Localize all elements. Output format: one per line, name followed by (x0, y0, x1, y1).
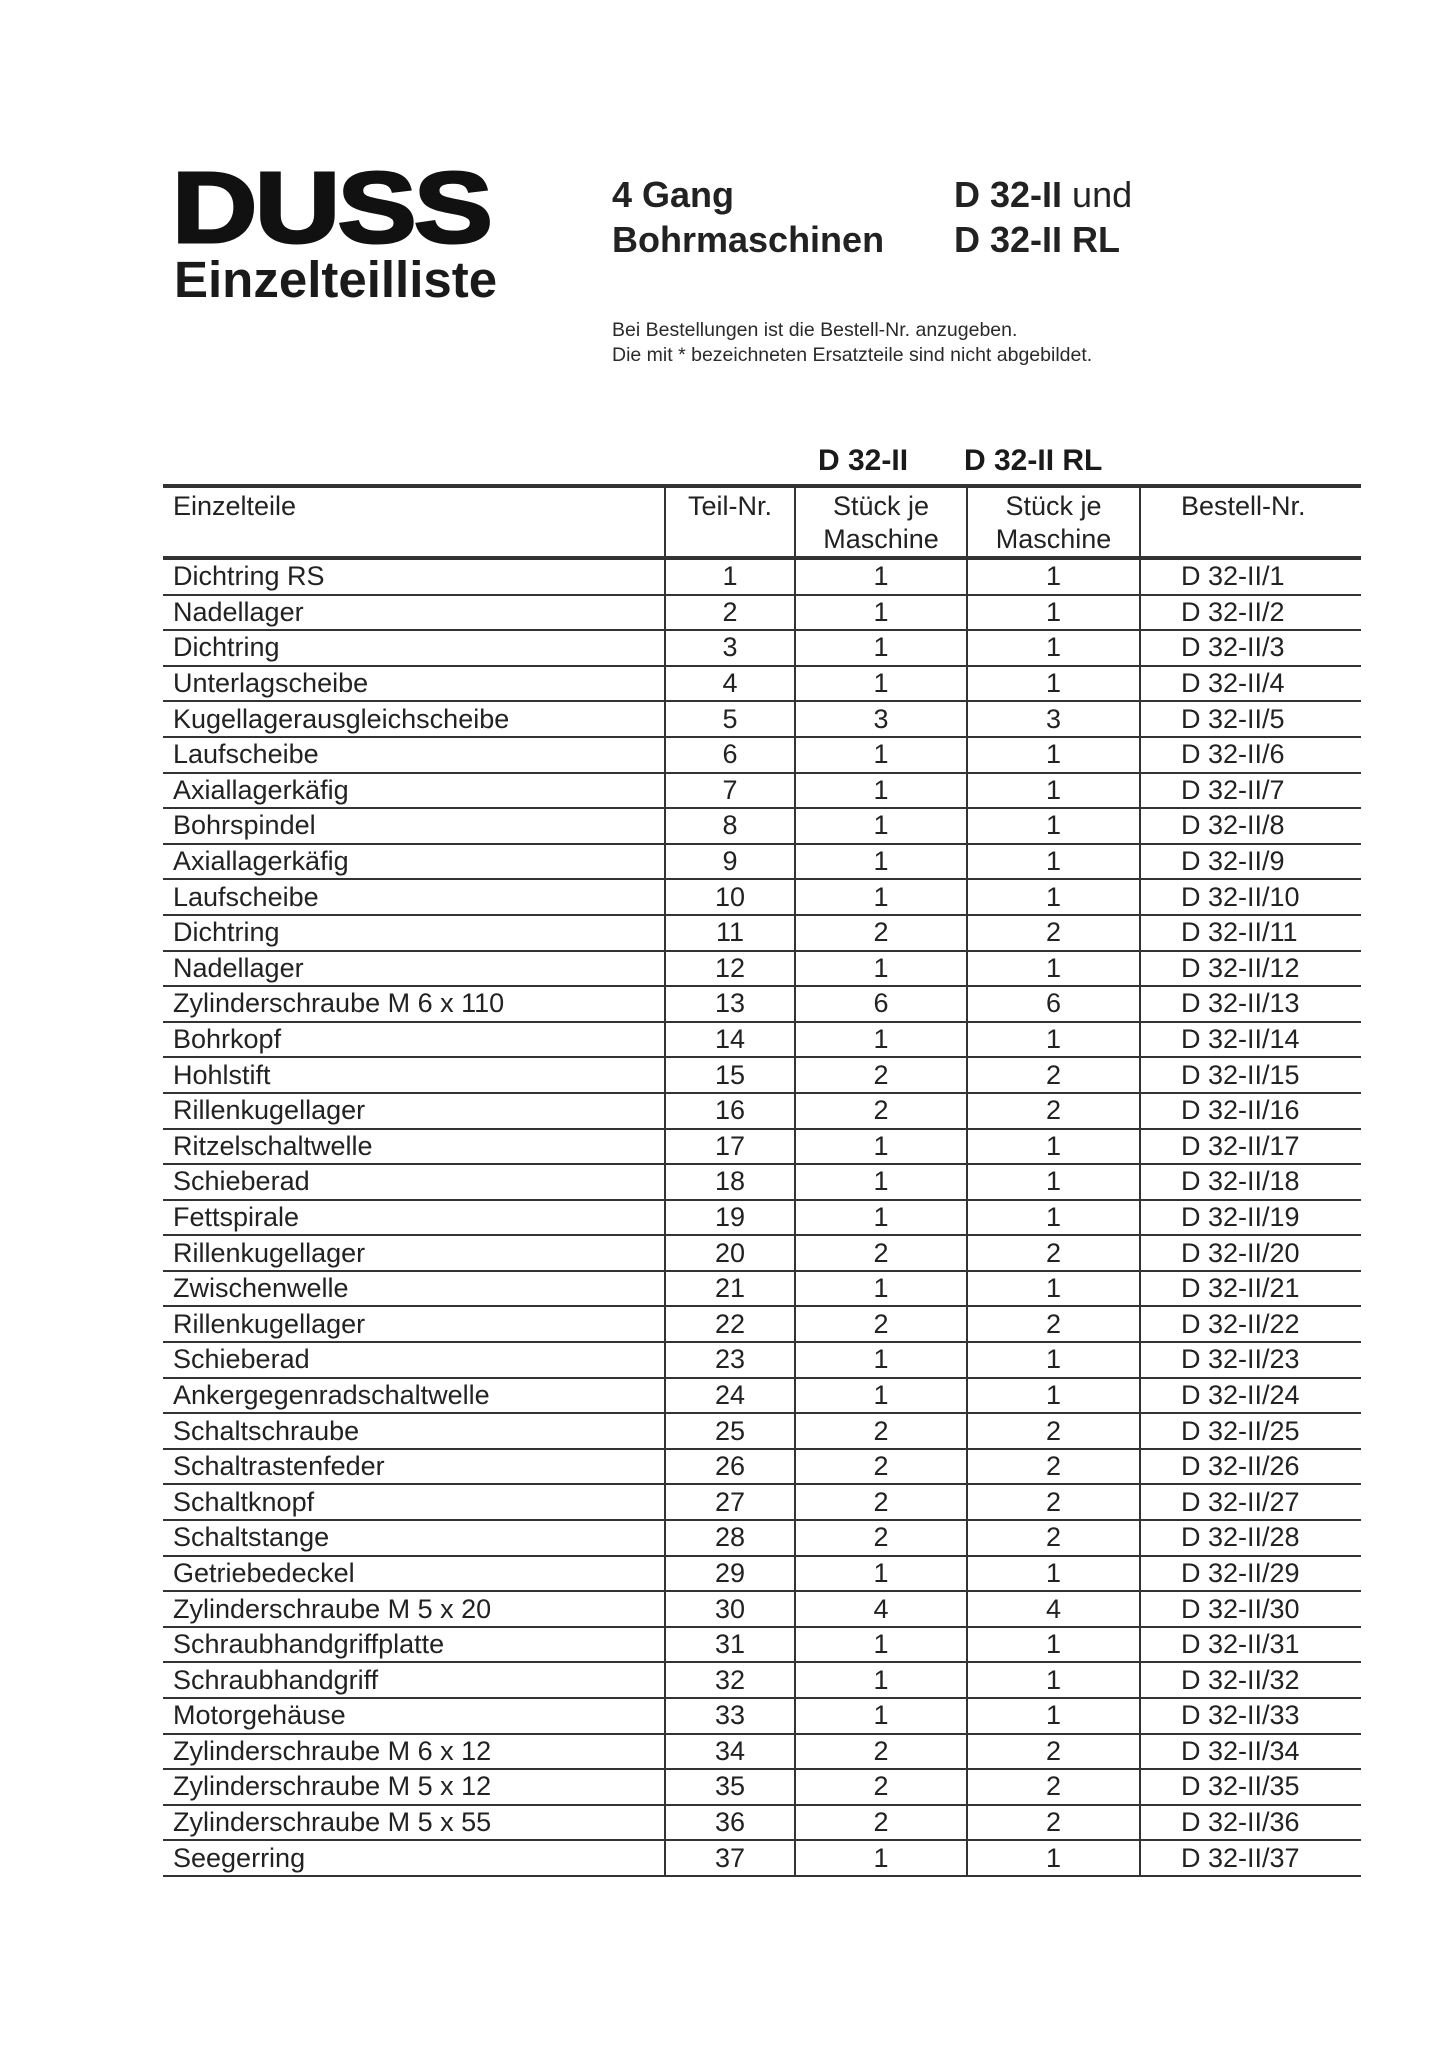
cell-order-no: D 32-II/25 (1140, 1413, 1361, 1449)
cell-qty-a: 1 (795, 1200, 967, 1236)
cell-order-no: D 32-II/28 (1140, 1520, 1361, 1556)
cell-order-no: D 32-II/15 (1140, 1057, 1361, 1093)
model-line-1 (954, 172, 1132, 217)
cell-part-name: Fettspirale (163, 1200, 665, 1236)
document-title: Einzelteilliste (174, 251, 498, 308)
model-line-2 (954, 217, 1132, 262)
table-row (163, 666, 1361, 702)
brand-logo: DUSS (172, 152, 491, 264)
cell-part-name: Seegerring (163, 1840, 665, 1876)
cell-order-no: D 32-II/23 (1140, 1342, 1361, 1378)
table-row (163, 595, 1361, 631)
cell-part-no: 32 (665, 1662, 795, 1698)
cell-qty-b: 1 (967, 1840, 1140, 1876)
cell-qty-b: 6 (967, 986, 1140, 1022)
cell-order-no: D 32-II/20 (1140, 1235, 1361, 1271)
product-line-1: 4 Gang (612, 174, 735, 215)
col-header-qty-b-line2: Maschine (995, 524, 1112, 554)
cell-part-name: Schaltknopf (163, 1484, 665, 1520)
cell-order-no: D 32-II/37 (1140, 1840, 1361, 1876)
cell-order-no: D 32-II/14 (1140, 1022, 1361, 1058)
order-note (612, 318, 1092, 368)
cell-qty-b: 1 (967, 1129, 1140, 1165)
table-row (163, 1662, 1361, 1698)
cell-order-no: D 32-II/13 (1140, 986, 1361, 1022)
cell-qty-a: 1 (795, 666, 967, 702)
cell-part-no: 23 (665, 1342, 795, 1378)
cell-part-name: Schaltrastenfeder (163, 1449, 665, 1485)
cell-part-name: Nadellager (163, 951, 665, 987)
cell-part-name: Nadellager (163, 595, 665, 631)
cell-qty-b: 2 (967, 1306, 1140, 1342)
cell-order-no: D 32-II/33 (1140, 1698, 1361, 1734)
cell-qty-b: 1 (967, 808, 1140, 844)
cell-order-no: D 32-II/5 (1140, 701, 1361, 737)
cell-order-no: D 32-II/21 (1140, 1271, 1361, 1307)
cell-part-name: Schieberad (163, 1164, 665, 1200)
cell-qty-b: 1 (967, 773, 1140, 809)
cell-qty-a: 1 (795, 737, 967, 773)
cell-qty-b: 4 (967, 1591, 1140, 1627)
table-row (163, 951, 1361, 987)
cell-order-no: D 32-II/27 (1140, 1484, 1361, 1520)
order-note-line-2: Die mit * bezeichneten Ersatzteile sind nicht abgebildet. (612, 344, 1093, 366)
cell-part-name: Kugellagerausgleichscheibe (163, 701, 665, 737)
table-row (163, 986, 1361, 1022)
cell-qty-b: 1 (967, 1662, 1140, 1698)
cell-order-no: D 32-II/9 (1140, 844, 1361, 880)
cell-qty-b: 2 (967, 1769, 1140, 1805)
cell-qty-b: 1 (967, 558, 1140, 595)
cell-order-no: D 32-II/36 (1140, 1805, 1361, 1841)
cell-part-name: Axiallagerkäfig (163, 773, 665, 809)
table-row (163, 1271, 1361, 1307)
cell-part-name: Dichtring (163, 915, 665, 951)
cell-order-no: D 32-II/18 (1140, 1164, 1361, 1200)
product-line-2: Bohrmaschinen (612, 219, 885, 260)
cell-part-no: 15 (665, 1057, 795, 1093)
cell-qty-a: 1 (795, 1698, 967, 1734)
table-row (163, 630, 1361, 666)
cell-order-no: D 32-II/30 (1140, 1591, 1361, 1627)
cell-part-no: 36 (665, 1805, 795, 1841)
cell-order-no: D 32-II/35 (1140, 1769, 1361, 1805)
table-row (163, 558, 1361, 595)
cell-qty-a: 1 (795, 1627, 967, 1663)
cell-qty-b: 1 (967, 595, 1140, 631)
cell-part-no: 29 (665, 1556, 795, 1592)
cell-qty-a: 1 (795, 808, 967, 844)
cell-qty-b: 1 (967, 1022, 1140, 1058)
table-row (163, 1200, 1361, 1236)
cell-part-no: 21 (665, 1271, 795, 1307)
cell-qty-b: 2 (967, 1484, 1140, 1520)
cell-qty-a: 1 (795, 844, 967, 880)
cell-qty-a: 1 (795, 630, 967, 666)
cell-part-no: 1 (665, 558, 795, 595)
cell-qty-a: 2 (795, 1093, 967, 1129)
table-row (163, 1449, 1361, 1485)
cell-order-no: D 32-II/24 (1140, 1378, 1361, 1414)
cell-part-no: 19 (665, 1200, 795, 1236)
cell-qty-a: 1 (795, 1556, 967, 1592)
cell-part-name: Ritzelschaltwelle (163, 1129, 665, 1165)
cell-part-no: 27 (665, 1484, 795, 1520)
cell-qty-b: 2 (967, 1449, 1140, 1485)
cell-part-no: 16 (665, 1093, 795, 1129)
cell-part-no: 14 (665, 1022, 795, 1058)
table-row (163, 1484, 1361, 1520)
cell-part-name: Rillenkugellager (163, 1235, 665, 1271)
cell-qty-a: 1 (795, 1129, 967, 1165)
cell-qty-a: 4 (795, 1591, 967, 1627)
cell-part-name: Laufscheibe (163, 737, 665, 773)
cell-qty-a: 1 (795, 1378, 967, 1414)
col-header-part: Einzelteile (163, 486, 665, 558)
cell-qty-b: 1 (967, 844, 1140, 880)
model-a-column-label: D 32-II (818, 444, 909, 477)
col-header-qty-a-line1: Stück je (832, 491, 930, 521)
cell-part-name: Rillenkugellager (163, 1093, 665, 1129)
cell-qty-b: 1 (967, 1698, 1140, 1734)
cell-part-no: 11 (665, 915, 795, 951)
cell-part-no: 10 (665, 879, 795, 915)
cell-order-no: D 32-II/12 (1140, 951, 1361, 987)
cell-qty-b: 2 (967, 1235, 1140, 1271)
cell-order-no: D 32-II/1 (1140, 558, 1361, 595)
cell-qty-a: 1 (795, 558, 967, 595)
cell-part-name: Schraubhandgriffplatte (163, 1627, 665, 1663)
table-row (163, 1129, 1361, 1165)
cell-part-name: Zwischenwelle (163, 1271, 665, 1307)
cell-qty-b: 1 (967, 737, 1140, 773)
cell-order-no: D 32-II/2 (1140, 595, 1361, 631)
cell-qty-a: 3 (795, 701, 967, 737)
table-row (163, 1164, 1361, 1200)
table-row (163, 1805, 1361, 1841)
table-row (163, 879, 1361, 915)
cell-qty-b: 1 (967, 1342, 1140, 1378)
parts-table (163, 484, 1361, 1877)
cell-part-name: Motorgehäuse (163, 1698, 665, 1734)
cell-order-no: D 32-II/26 (1140, 1449, 1361, 1485)
cell-part-no: 35 (665, 1769, 795, 1805)
cell-part-no: 20 (665, 1235, 795, 1271)
table-row (163, 1520, 1361, 1556)
cell-part-no: 18 (665, 1164, 795, 1200)
table-header-row (163, 486, 1361, 558)
cell-qty-a: 2 (795, 1734, 967, 1770)
cell-order-no: D 32-II/29 (1140, 1556, 1361, 1592)
table-row (163, 844, 1361, 880)
cell-part-no: 25 (665, 1413, 795, 1449)
cell-qty-a: 1 (795, 1022, 967, 1058)
table-row (163, 773, 1361, 809)
cell-qty-a: 2 (795, 1484, 967, 1520)
table-row (163, 1734, 1361, 1770)
cell-part-name: Zylinderschraube M 6 x 12 (163, 1734, 665, 1770)
cell-qty-a: 2 (795, 1769, 967, 1805)
cell-part-name: Ankergegenradschaltwelle (163, 1378, 665, 1414)
table-row (163, 808, 1361, 844)
cell-order-no: D 32-II/6 (1140, 737, 1361, 773)
cell-qty-a: 1 (795, 879, 967, 915)
cell-qty-a: 1 (795, 951, 967, 987)
cell-qty-b: 2 (967, 1057, 1140, 1093)
cell-part-name: Zylinderschraube M 5 x 20 (163, 1591, 665, 1627)
cell-qty-b: 1 (967, 951, 1140, 987)
model-b-name: D 32-II RL (954, 219, 1121, 260)
cell-qty-a: 6 (795, 986, 967, 1022)
model-b-column-label: D 32-II RL (964, 444, 1103, 477)
cell-order-no: D 32-II/19 (1140, 1200, 1361, 1236)
cell-order-no: D 32-II/32 (1140, 1662, 1361, 1698)
cell-qty-a: 2 (795, 1235, 967, 1271)
cell-part-name: Axiallagerkäfig (163, 844, 665, 880)
cell-part-no: 3 (665, 630, 795, 666)
cell-part-name: Laufscheibe (163, 879, 665, 915)
cell-qty-a: 2 (795, 1306, 967, 1342)
cell-order-no: D 32-II/16 (1140, 1093, 1361, 1129)
cell-order-no: D 32-II/11 (1140, 915, 1361, 951)
cell-qty-b: 2 (967, 1520, 1140, 1556)
cell-qty-b: 1 (967, 879, 1140, 915)
cell-qty-a: 1 (795, 595, 967, 631)
col-header-qty-b-line1: Stück je (1005, 491, 1102, 521)
table-row (163, 1627, 1361, 1663)
cell-part-name: Schaltschraube (163, 1413, 665, 1449)
cell-part-name: Bohrkopf (163, 1022, 665, 1058)
cell-part-name: Hohlstift (163, 1057, 665, 1093)
cell-part-no: 5 (665, 701, 795, 737)
cell-part-name: Bohrspindel (163, 808, 665, 844)
cell-qty-a: 2 (795, 1057, 967, 1093)
cell-part-no: 6 (665, 737, 795, 773)
table-row (163, 1235, 1361, 1271)
cell-qty-a: 1 (795, 1662, 967, 1698)
cell-part-name: Schraubhandgriff (163, 1662, 665, 1698)
table-row (163, 1591, 1361, 1627)
cell-order-no: D 32-II/31 (1140, 1627, 1361, 1663)
cell-order-no: D 32-II/4 (1140, 666, 1361, 702)
cell-qty-b: 1 (967, 1627, 1140, 1663)
order-note-line-1: Bei Bestellungen ist die Bestell-Nr. anzugeben. (612, 319, 1018, 341)
model-a-name: D 32-II (954, 174, 1063, 215)
product-description (612, 172, 884, 262)
cell-part-no: 17 (665, 1129, 795, 1165)
cell-part-no: 4 (665, 666, 795, 702)
cell-order-no: D 32-II/22 (1140, 1306, 1361, 1342)
cell-qty-b: 2 (967, 1734, 1140, 1770)
cell-qty-a: 1 (795, 773, 967, 809)
table-row (163, 1093, 1361, 1129)
table-row (163, 701, 1361, 737)
table-row (163, 1378, 1361, 1414)
table-row (163, 1022, 1361, 1058)
cell-qty-b: 1 (967, 630, 1140, 666)
cell-order-no: D 32-II/17 (1140, 1129, 1361, 1165)
table-row (163, 1413, 1361, 1449)
cell-part-no: 8 (665, 808, 795, 844)
cell-part-name: Getriebedeckel (163, 1556, 665, 1592)
cell-order-no: D 32-II/7 (1140, 773, 1361, 809)
cell-qty-a: 1 (795, 1840, 967, 1876)
cell-qty-a: 1 (795, 1164, 967, 1200)
cell-part-no: 30 (665, 1591, 795, 1627)
table-row (163, 1342, 1361, 1378)
cell-part-no: 9 (665, 844, 795, 880)
cell-qty-a: 2 (795, 915, 967, 951)
col-header-qty-a (795, 486, 967, 558)
cell-qty-a: 2 (795, 1413, 967, 1449)
cell-qty-b: 2 (967, 1413, 1140, 1449)
cell-qty-a: 2 (795, 1449, 967, 1485)
cell-qty-b: 1 (967, 1200, 1140, 1236)
cell-order-no: D 32-II/8 (1140, 808, 1361, 844)
table-row (163, 737, 1361, 773)
cell-order-no: D 32-II/34 (1140, 1734, 1361, 1770)
cell-part-name: Dichtring (163, 630, 665, 666)
cell-qty-b: 1 (967, 1378, 1140, 1414)
cell-part-no: 31 (665, 1627, 795, 1663)
parts-table-body (163, 558, 1361, 1876)
cell-part-no: 7 (665, 773, 795, 809)
cell-qty-b: 2 (967, 915, 1140, 951)
col-header-qty-b (967, 486, 1140, 558)
table-row (163, 1057, 1361, 1093)
cell-qty-b: 1 (967, 1271, 1140, 1307)
cell-part-name: Dichtring RS (163, 558, 665, 595)
cell-qty-a: 1 (795, 1271, 967, 1307)
table-row (163, 1769, 1361, 1805)
cell-part-no: 13 (665, 986, 795, 1022)
cell-part-no: 34 (665, 1734, 795, 1770)
cell-part-no: 28 (665, 1520, 795, 1556)
cell-part-name: Schaltstange (163, 1520, 665, 1556)
cell-part-no: 37 (665, 1840, 795, 1876)
col-header-part-no: Teil-Nr. (665, 486, 795, 558)
cell-qty-b: 2 (967, 1805, 1140, 1841)
table-row (163, 1840, 1361, 1876)
cell-part-name: Zylinderschraube M 5 x 12 (163, 1769, 665, 1805)
table-row (163, 1556, 1361, 1592)
cell-part-no: 26 (665, 1449, 795, 1485)
table-row (163, 1306, 1361, 1342)
cell-qty-a: 1 (795, 1342, 967, 1378)
cell-part-name: Schieberad (163, 1342, 665, 1378)
cell-order-no: D 32-II/3 (1140, 630, 1361, 666)
cell-part-no: 2 (665, 595, 795, 631)
cell-qty-a: 2 (795, 1520, 967, 1556)
cell-part-no: 12 (665, 951, 795, 987)
cell-qty-b: 1 (967, 1556, 1140, 1592)
cell-part-no: 22 (665, 1306, 795, 1342)
cell-part-no: 24 (665, 1378, 795, 1414)
model-conjunction: und (1062, 174, 1133, 215)
cell-part-name: Zylinderschraube M 5 x 55 (163, 1805, 665, 1841)
cell-qty-b: 1 (967, 666, 1140, 702)
cell-part-name: Rillenkugellager (163, 1306, 665, 1342)
cell-qty-b: 3 (967, 701, 1140, 737)
model-description (954, 172, 1132, 262)
cell-qty-b: 1 (967, 1164, 1140, 1200)
cell-qty-a: 2 (795, 1805, 967, 1841)
table-row (163, 1698, 1361, 1734)
col-header-qty-a-line2: Maschine (823, 524, 939, 554)
cell-part-name: Unterlagscheibe (163, 666, 665, 702)
col-header-order-no: Bestell-Nr. (1140, 486, 1361, 558)
cell-qty-b: 2 (967, 1093, 1140, 1129)
table-row (163, 915, 1361, 951)
cell-part-name: Zylinderschraube M 6 x 110 (163, 986, 665, 1022)
cell-order-no: D 32-II/10 (1140, 879, 1361, 915)
cell-part-no: 33 (665, 1698, 795, 1734)
